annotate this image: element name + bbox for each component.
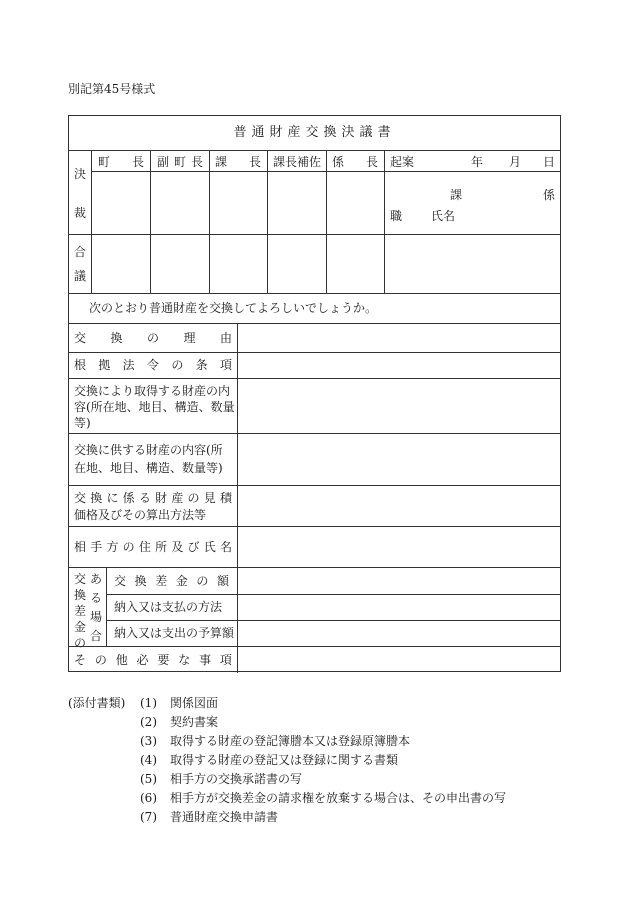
- position-fukucho: 副 町 長: [157, 155, 203, 169]
- position-kacho: 課 長: [215, 155, 261, 169]
- kessai-divider: [69, 234, 560, 235]
- row-sa-method-label: 納入又は支払の方法: [114, 600, 223, 614]
- row-acquire-label-2: 容(所在地、地目、構造、数量: [74, 400, 235, 414]
- position-kacho-hosa: 課長補佐: [272, 155, 321, 169]
- attachment-text: 相手方の交換承諾書の写: [170, 772, 303, 786]
- attachments-label: (添付書類): [68, 696, 126, 710]
- attachment-text: 関係図面: [170, 696, 219, 710]
- row-divider: [69, 378, 560, 379]
- attachment-num: (7): [140, 810, 157, 824]
- shoku-label: 職: [390, 209, 403, 223]
- position-column-line: [150, 150, 151, 293]
- sa-label-column-line: [106, 567, 107, 646]
- position-cho: 町 長: [98, 155, 144, 169]
- attachment-text: 取得する財産の登記又は登録に関する書類: [170, 753, 399, 767]
- attachment-text: 普通財産交換申請書: [170, 810, 279, 824]
- position-column-line: [267, 150, 268, 293]
- position-column-line: [384, 150, 385, 293]
- kessai-label-1: 決: [74, 167, 87, 181]
- row-sa-amount-label: 交 換 差 金 の 額: [114, 574, 229, 588]
- attachment-text: 相手方が交換差金の請求権を放棄する場合は、その申出書の写: [170, 791, 507, 805]
- row-acquire-label-1: 交換により取得する財産の内: [74, 384, 231, 398]
- position-column-line: [209, 150, 210, 293]
- row-divider: [106, 620, 560, 621]
- gogi-label-1: 合: [74, 245, 87, 259]
- row-provide-label-2: 在地、地目、構造、数量等): [74, 461, 223, 475]
- row-divider: [69, 352, 560, 353]
- ka-label: 課: [450, 188, 463, 202]
- sa-label-right: あ る 場 合: [89, 572, 102, 643]
- sa-label-left: 交 換 差 金 の: [73, 572, 86, 650]
- attachment-num: (2): [140, 715, 157, 729]
- row-divider: [69, 567, 560, 568]
- attachment-num: (6): [140, 791, 157, 805]
- gogi-label-2: 議: [74, 269, 87, 283]
- row-reason-label: 交 換 の 理 由: [74, 331, 232, 345]
- attachment-num: (3): [140, 734, 157, 748]
- position-column-line: [326, 150, 327, 293]
- row-divider: [69, 433, 560, 434]
- date-month-label: 月: [509, 155, 522, 169]
- kakari-label: 係: [543, 188, 556, 202]
- shimei-label: 氏名: [431, 209, 456, 223]
- attachment-text: 取得する財産の登記簿謄本又は登録原簿謄本: [170, 734, 411, 748]
- row-provide-label-1: 交換に供する財産の内容(所: [74, 443, 223, 457]
- row-acquire-label-3: 等): [74, 416, 91, 430]
- row-estimate-label-2: 価格及びその算出方法等: [74, 508, 207, 522]
- statement-divider: [69, 323, 560, 324]
- position-kakaricho: 係 長: [332, 155, 378, 169]
- row-counterparty-label: 相 手 方 の 住 所 及 び 氏 名: [74, 540, 232, 554]
- form-label: 別記第45号様式: [68, 82, 156, 96]
- date-year-label: 年: [471, 155, 484, 169]
- kessai-label-2: 裁: [74, 206, 87, 220]
- date-day-label: 日: [543, 155, 556, 169]
- row-sa-budget-label: 納入又は支出の予算額: [114, 626, 235, 640]
- statement-text: 次のとおり普通財産を交換してよろしいでしょうか。: [89, 301, 378, 315]
- row-divider: [106, 594, 560, 595]
- row-divider: [69, 526, 560, 527]
- decision-form-table: [68, 115, 561, 672]
- field-value-column-line: [237, 323, 238, 673]
- row-estimate-label-1: 交 換 に 係 る 財 産 の 見 積: [74, 491, 232, 505]
- row-law-label: 根 拠 法 令 の 条 項: [74, 358, 232, 372]
- row-other-label: そ の 他 必 要 な 事 項: [74, 653, 232, 667]
- attachment-num: (4): [140, 753, 157, 767]
- attachment-num: (5): [140, 772, 157, 786]
- row-divider: [69, 646, 560, 647]
- gogi-divider: [69, 293, 560, 294]
- label-column-line: [91, 150, 92, 293]
- form-title: 普通財産交換決議書: [233, 125, 396, 140]
- row-divider: [69, 485, 560, 486]
- title-divider: [69, 150, 560, 151]
- attachment-num: (1): [140, 696, 157, 710]
- kian-label: 起案: [390, 155, 415, 169]
- attachment-text: 契約書案: [170, 715, 219, 729]
